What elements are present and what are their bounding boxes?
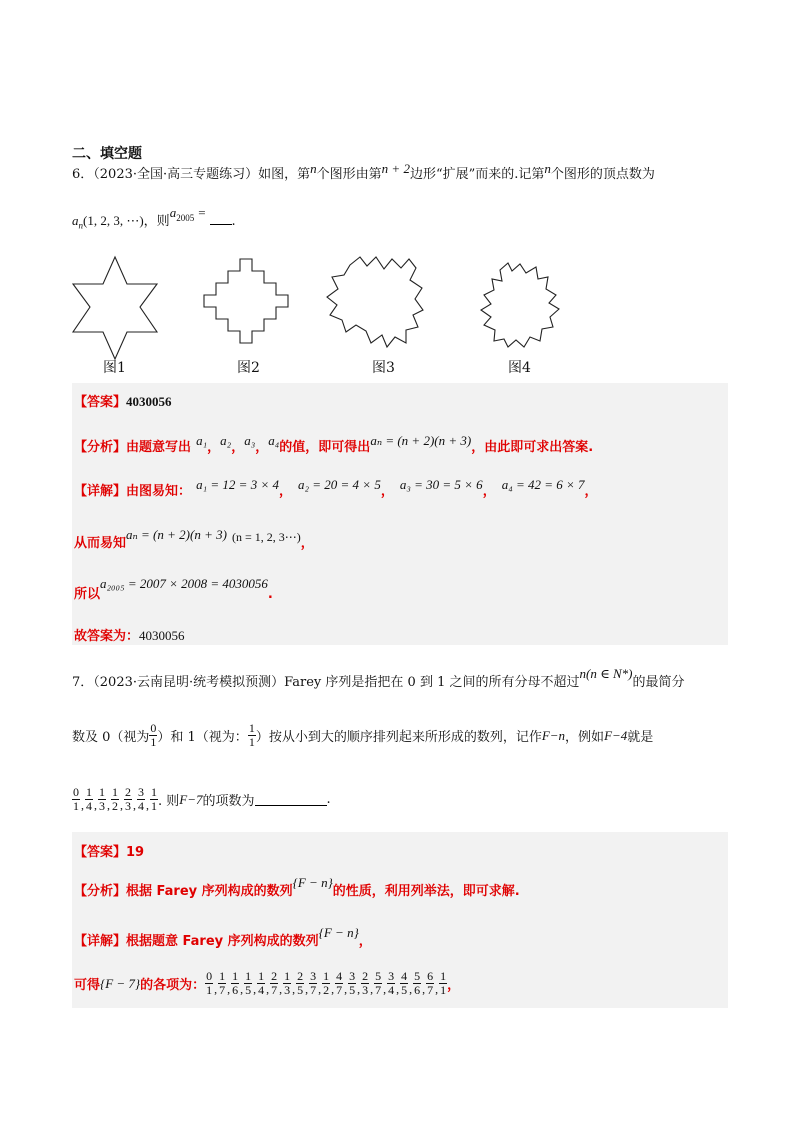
numerator: 1 [284,969,291,983]
numerator: 1 [219,969,226,983]
q6-source: （2023·全国·高三专题练习） [93,167,259,182]
denominator: 7 [271,983,278,997]
q6-seq: a [72,213,79,228]
separator: , [396,982,400,996]
q7-set: {F − 7} [100,975,141,991]
q7-stem-text: ，例如 [565,730,605,745]
fraction [322,970,330,997]
q6-target: a [169,205,177,220]
numerator: 1 [245,969,252,983]
q7-condition: n(n ∈ N*) [579,666,633,681]
fraction [335,970,343,997]
q6-target-sub: 2005 [176,212,195,223]
q7-source: （2023·云南昆明·统考模拟预测） [93,675,285,690]
q6-term: a₁ [196,433,208,448]
fraction [400,970,408,997]
denominator: 6 [232,983,239,997]
fraction [72,786,80,813]
q7-detail-text: 根据题意 Farey 序列构成的数列 [126,934,319,949]
q6-eq: = [198,205,206,220]
q7-stem-line2 [72,722,653,749]
q6-figures [60,255,740,375]
fraction [413,970,421,997]
q7-set: {F − n} [292,875,333,890]
denominator: 2 [323,983,330,997]
fraction [439,970,447,997]
numerator: 1 [86,785,92,799]
fraction [137,786,145,813]
figure1-label: 图1 [103,360,126,376]
one-fraction [248,722,256,749]
q6-stem-text: 边形“扩展”而来的.记第 [409,167,545,182]
separator: , [120,798,123,812]
separator: , [357,982,361,996]
numerator: 1 [112,785,118,799]
denominator: 4 [258,983,265,997]
figure4-label: 图4 [508,360,531,376]
detail-tag: 【详解】 [74,484,127,499]
separator: , [279,982,283,996]
separator: , [227,982,231,996]
f7-fraction-list [205,970,447,997]
q7-analysis-line [74,875,520,899]
denominator: 4 [86,799,92,813]
q6-detail-end: . [267,587,273,602]
q6-stem-text: 个图形的顶点数为 [550,167,655,182]
q7-stem-line3 [72,786,331,813]
denominator: 4 [388,983,395,997]
q6-answer-blank [210,224,232,225]
numerator: 4 [401,969,408,983]
q6-stem-text: 如图，第 [258,167,311,182]
q7-stem-text: . 则 [158,794,180,809]
numerator: 1 [232,969,239,983]
separator: , [331,982,335,996]
q6-stem-line1 [72,163,655,182]
denominator: 5 [401,983,408,997]
separator: , [81,798,84,812]
section-heading: 二、填空题 [72,146,142,162]
numerator: 0 [206,969,213,983]
q6-detail-eq: a₁ = 12 = 3 × 4 [196,477,279,492]
denominator: 1 [206,983,213,997]
fraction [387,970,395,997]
denominator: 1 [73,799,79,813]
q7-stem-line1 [72,666,685,690]
separator: , [133,798,136,812]
q7-answer-line [74,841,144,860]
q6-detail-text: 所以 [74,587,101,602]
q7-f7: F−7 [179,791,203,807]
q6-detail-eq: a₂ = 20 = 4 × 5 [297,477,381,492]
numerator: 2 [125,785,131,799]
q6-analysis-line: 【分析】由题意写出 $^{a_1}$，$^{a_2}$，$^{a_3}$，$^{a_4}$的值，即可得出$^{a_n = (n + 2)(n + 3)}$，由此即可求出答案. [74,433,594,455]
q6-result-formula: a₂₀₀₅ = 2007 × 2008 = 4030056 [100,576,268,591]
q6-answer-line [74,391,172,410]
q7-list-end: ， [447,978,461,993]
detail-tag: 【详解】 [74,934,127,949]
separator: , [266,982,270,996]
answer-tag: 【答案】 [74,395,127,410]
q6-stem-line2 [72,205,236,231]
analysis-tag: 【分析】 [74,440,127,455]
figure2-cross-shape [204,259,288,343]
q7-analysis-text: 根据 Farey 序列构成的数列 [126,884,293,899]
separator: , [318,982,322,996]
q7-detail-line [74,925,372,949]
q6-detail-text: 从而易知 [74,536,127,551]
q6-detail-text: 由图易知： [126,484,192,499]
separator: , [344,982,348,996]
denominator: 5 [245,983,252,997]
numerator: 3 [310,969,317,983]
fraction [270,970,278,997]
figure3-label: 图3 [372,360,395,376]
zero-fraction [149,722,157,749]
separator: , [409,982,413,996]
answer-tag: 【答案】 [74,845,127,860]
q6-formula: aₙ = (n + 2)(n + 3) [370,433,472,448]
fraction [85,786,93,813]
numerator: 2 [362,969,369,983]
numerator: 1 [99,785,105,799]
fraction [150,786,158,813]
q6-general-formula: aₙ = (n + 2)(n + 3) [126,527,227,542]
numerator: 1 [248,721,255,735]
figure3-pentagon-shape [327,257,423,347]
q7-f4: F−4 [604,727,628,743]
denominator: 3 [99,799,105,813]
q6-analysis-text: 的值，即可得出 [279,440,371,455]
separator: , [240,982,244,996]
numerator: 2 [297,969,304,983]
fraction [361,970,369,997]
q7-answer-blank [255,793,327,806]
numerator: 3 [388,969,395,983]
numerator: 1 [323,969,330,983]
q6-final-line [74,625,185,644]
separator: , [383,982,387,996]
denominator: 7 [427,983,434,997]
fraction [348,970,356,997]
q7-number: 7． [72,675,94,690]
q7-list-text: 可得 [74,978,101,993]
denominator: 5 [297,983,304,997]
denominator: 1 [248,735,255,749]
q6-seq-range: (1, 2, 3, ⋯) [83,213,144,228]
denominator: 6 [414,983,421,997]
denominator: 1 [440,983,447,997]
numerator: 5 [414,969,421,983]
fraction [98,786,106,813]
q6-range: (n = 1, 2, 3⋯) [232,530,301,544]
final-answer-tag: 故答案为： [74,629,140,644]
fraction [257,970,265,997]
fraction [124,786,132,813]
q6-detail-line3 [74,576,273,602]
q7-stem-text: Farey 序列是指把在 0 到 1 之间的所有分母不超过 [284,675,580,690]
numerator: 2 [271,969,278,983]
fraction [426,970,434,997]
separator: , [94,798,97,812]
numerator: 3 [349,969,356,983]
fraction [283,970,291,997]
q7-stem-text: 数及 0（视为 [72,730,150,745]
numerator: 0 [73,785,79,799]
denominator: 3 [362,983,369,997]
q7-stem-text: ）按从小到大的顺序排列起来所形成的数列，记作 [255,730,542,745]
separator: , [214,982,218,996]
f4-fraction-list [72,786,158,813]
fraction [374,970,382,997]
q6-final-value: 4030056 [139,628,185,643]
numerator: 5 [375,969,382,983]
numerator: 6 [427,969,434,983]
fraction [111,786,119,813]
denominator: 7 [310,983,317,997]
denominator: 7 [375,983,382,997]
numerator: 0 [150,721,157,735]
q6-detail-eq: a₄ = 42 = 6 × 7 [501,477,585,492]
q7-answer-value: 19 [126,845,145,860]
separator: , [253,982,257,996]
numerator: 1 [440,969,447,983]
q6-analysis-text: 由题意写出 [126,440,192,455]
denominator: 7 [336,983,343,997]
q6-seq-sub: n [78,220,83,231]
fraction [309,970,317,997]
denominator: 2 [112,799,118,813]
q6-detail-line: 【详解】由图易知： $^{a_1 = 12 = 3 \times 4}$， $^{a_2 = 20 = 4 \times 5}$， $^{a_3 = 30 = 5 \times 6}$， $^{a_4 = 42 = 6 \times 7}$， [74,477,598,499]
fraction [244,970,252,997]
q7-stem-text: 的项数为 [202,794,255,809]
q6-solution-box [72,383,728,645]
q7-stem-text: 的最简分 [632,675,685,690]
fraction [296,970,304,997]
q7-end: . [326,792,331,807]
fraction [205,970,213,997]
q6-end: . [231,214,236,229]
numerator: 4 [336,969,343,983]
denominator: 5 [349,983,356,997]
q7-stem-text: ）和 1（视为： [157,730,248,745]
denominator: 4 [138,799,144,813]
q7-set: {F − n} [318,925,359,940]
separator: , [305,982,309,996]
separator: , [370,982,374,996]
separator: , [107,798,110,812]
q6-var-n: n [544,161,551,176]
denominator: 1 [150,735,157,749]
figure2-label: 图2 [237,360,260,376]
q7-fn: F−n [541,727,566,743]
separator: , [435,982,439,996]
q6-detail-eq: a₃ = 30 = 5 × 6 [399,477,483,492]
q6-number: 6． [72,167,94,182]
fraction [218,970,226,997]
denominator: 3 [284,983,291,997]
numerator: 1 [258,969,265,983]
q6-term: a₂ [220,433,232,448]
q6-answer-value: 4030056 [126,394,172,409]
q6-detail-line2: 从而易知$^{a_n = (n + 2)(n + 3)}$ $^{(n = 1, 2, 3\cdots)}$， [74,527,314,551]
fraction [231,970,239,997]
q6-term: a₄ [268,433,280,448]
q6-analysis-text: ，由此即可求出答案. [471,440,594,455]
q7-list-line [74,970,460,997]
analysis-tag: 【分析】 [74,884,127,899]
figure1-star-shape [73,257,157,359]
numerator: 1 [151,785,157,799]
q6-var-n: n [310,161,317,176]
separator: , [422,982,426,996]
q6-term: a₃ [244,433,256,448]
q6-stem-text: 个图形由第 [316,167,382,182]
numerator: 3 [138,785,144,799]
q7-list-text: 的各项为： [140,978,206,993]
denominator: 1 [151,799,157,813]
q7-analysis-text: 的性质，利用列举法，即可求解. [332,884,520,899]
denominator: 3 [125,799,131,813]
figure4-hexagon-shape [481,263,559,347]
q7-stem-text: 就是 [627,730,654,745]
separator: , [146,798,149,812]
q7-detail-end: ， [358,934,372,949]
q6-then: ，则 [143,214,170,229]
q6-n-plus-2: n + 2 [381,161,410,176]
denominator: 7 [219,983,226,997]
separator: , [292,982,296,996]
